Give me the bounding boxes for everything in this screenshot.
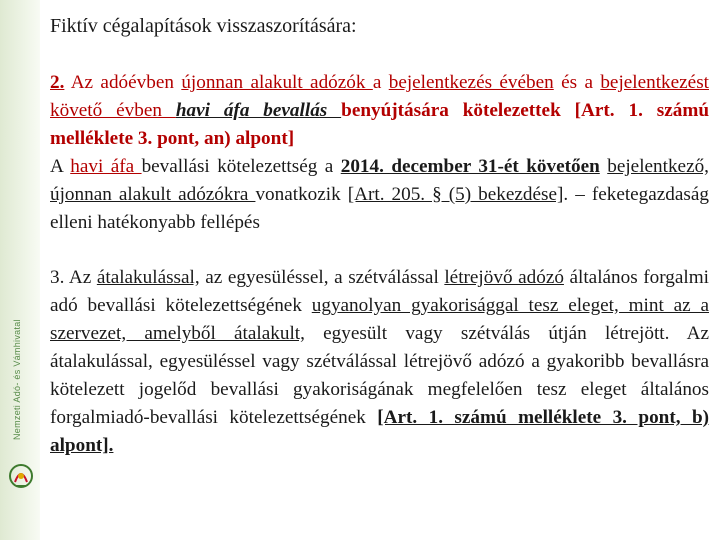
text-run: átalakulással,: [96, 267, 200, 288]
text-run: általános forgalmi adó bevallási kötelezettségének: [50, 267, 709, 316]
text-run: vonatkozik: [255, 184, 348, 205]
text-run: [Art. 1. számú melléklete 3. pont, b) alpont].: [50, 407, 710, 456]
text-run: havi áfa bevallás: [175, 100, 342, 121]
text-run: létrejövő adózó: [444, 267, 564, 288]
text-run: . – feketegazdaság elleni hatékonyabb fellépés: [50, 184, 709, 233]
item-number: 2.: [50, 72, 65, 93]
text-run: az egyesüléssel, a szétválással: [199, 267, 445, 288]
text-run: bejelentkezés évében: [388, 72, 554, 93]
paragraph-transformation: [50, 264, 709, 460]
text-run: és a: [553, 72, 601, 93]
decorative-sidebar: [0, 0, 40, 540]
text-run: bejelentkezést követő évben: [50, 72, 709, 121]
text-run: 2014. december 31-ét követően: [340, 156, 600, 177]
nav-logo-icon: [8, 462, 34, 494]
text-run: újonnan alakult adózók: [181, 72, 373, 93]
text-run: havi áfa: [70, 156, 142, 177]
text-run: ugyanolyan gyakorisággal tesz eleget, mint az a szervezet, amelyből átalakult,: [50, 295, 709, 344]
slide-title: Fiktív cégalapítások visszaszorítására:: [50, 15, 357, 37]
text-run: [Art. 205. § (5) bekezdése]: [347, 184, 564, 205]
text-run: egyesült vagy szétválás útján létrejött. Az átalakulással, egyesüléssel vagy szétválással létrejövő adózó a gyakoribb bevallásra kötelezett jogelőd bevallási gyakoriságának megfelelően tesz eleget általános forgalmiadó-bevallási kötelezettségének: [50, 323, 709, 428]
text-run: Az adóévben: [64, 72, 182, 93]
text-run: a: [372, 72, 389, 93]
text-run: A: [50, 156, 71, 177]
paragraph-monthly-vat: [50, 69, 709, 237]
text-run: bevallási kötelezettség a: [141, 156, 341, 177]
text-run: 3. Az: [50, 267, 97, 288]
text-run: bejelentkező, újonnan alakult adózókra: [50, 156, 709, 205]
logo-text: Nemzeti Adó- és Vámhivatal: [12, 319, 22, 440]
text-run: benyújtására kötelezettek [Art. 1. számú melléklete 3. pont, an) alpont]: [50, 100, 709, 149]
